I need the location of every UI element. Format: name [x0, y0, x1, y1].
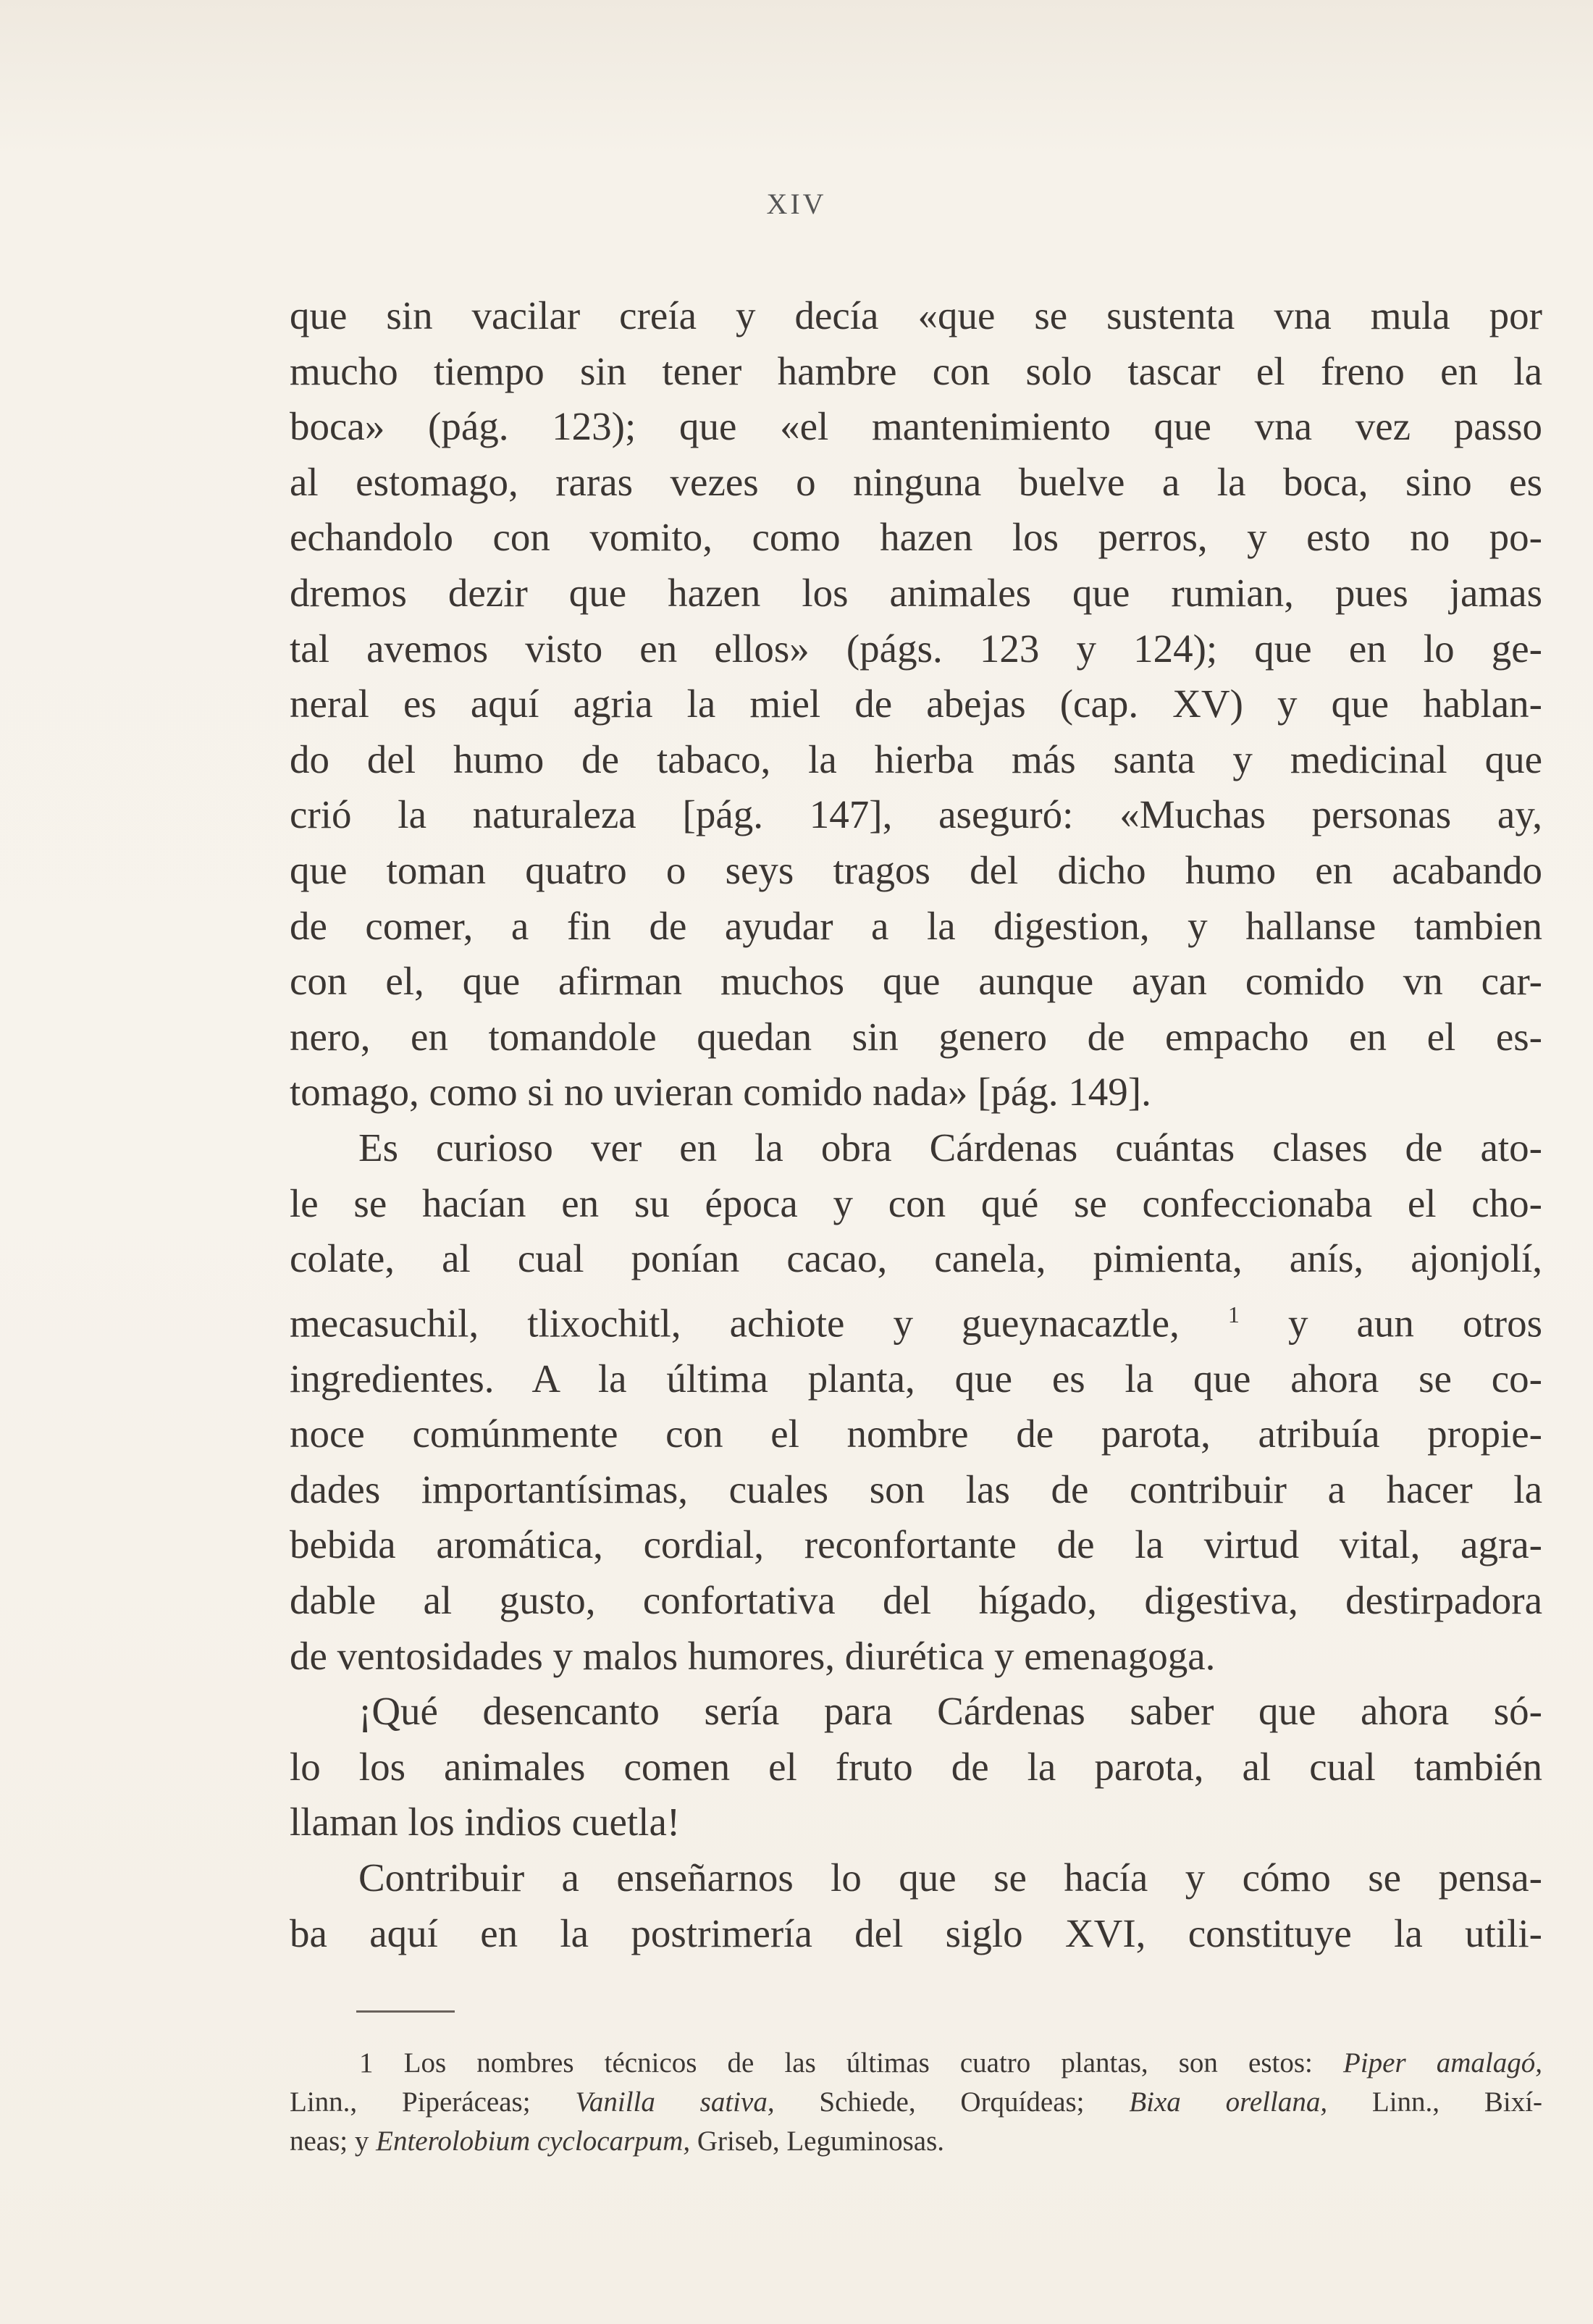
text-line: Contribuir a enseñarnos lo que se hacía y cómo se pensa- — [358, 1855, 1542, 1900]
page-number: XIV — [766, 188, 827, 220]
footnote-text: Griseb, Leguminosas. — [697, 2126, 945, 2157]
footnote-text: Los nombres técnicos de las últimas cuatro plantas, son estos: — [403, 2047, 1313, 2078]
text-line: ¡Qué desencanto sería para Cárdenas saber que ahora só- — [358, 1689, 1542, 1734]
footnote-text: Linn., Bixí- — [1371, 2086, 1543, 2118]
text-line: ingredientes. A la última planta, que es la que ahora se co- — [290, 1356, 1542, 1401]
text-line: llaman los indios cuetla! — [290, 1800, 681, 1845]
footnote-text: Linn., Piperáceas; — [290, 2086, 531, 2118]
footnote-species: Vanilla sativa, — [575, 2086, 775, 2118]
text-line-with-footnote — [290, 1287, 1542, 1351]
text-line: dable al gusto, confortativa del hígado, digestiva, destirpadora — [290, 1577, 1542, 1622]
footnote-line — [290, 2044, 1542, 2083]
text-fragment: mecasuchil, tlixochitl, achiote y gueynacaztle, — [290, 1301, 1180, 1346]
text-line: nero, en tomandole quedan sin genero de empacho en el es- — [290, 1014, 1542, 1059]
text-line: dremos dezir que hazen los animales que rumian, pues jamas — [290, 570, 1542, 615]
text-line: tomago, como si no uvieran comido nada» [pág. 149]. — [290, 1070, 1151, 1115]
footnote-number: 1 — [359, 2047, 374, 2078]
footnote — [290, 2044, 1542, 2161]
footnote-reference: 1 — [1227, 1301, 1240, 1327]
text-line: crió la naturaleza [pág. 147], aseguró: «Muchas personas ay, — [290, 792, 1542, 837]
text-line: noce comúnmente con el nombre de parota, atribuía propie- — [290, 1411, 1542, 1456]
text-fragment: y aun otros — [1287, 1301, 1542, 1346]
body-text — [290, 288, 1542, 1961]
text-line: bebida aromática, cordial, reconfortante de la virtud vital, agra- — [290, 1522, 1542, 1567]
footnote-species: Piper amalagó, — [1343, 2047, 1543, 2078]
text-line: neral es aquí agria la miel de abejas (cap. XV) y que hablan- — [290, 681, 1542, 726]
footnote-text: neas; y — [290, 2126, 369, 2157]
footnote-species: Enterolobium cyclocarpum, — [376, 2126, 691, 2157]
text-line: de comer, a fin de ayudar a la digestion, y hallanse tambien — [290, 903, 1542, 948]
text-line: Es curioso ver en la obra Cárdenas cuántas clases de ato- — [358, 1125, 1542, 1170]
text-line: colate, al cual ponían cacao, canela, pimienta, anís, ajonjolí, — [290, 1236, 1542, 1281]
text-line: tal avemos visto en ellos» (págs. 123 y 124); que en lo ge- — [290, 626, 1542, 671]
text-line: al estomago, raras vezes o ninguna buelve a la boca, sino es — [290, 459, 1542, 504]
text-line: de ventosidades y malos humores, diurética y emenagoga. — [290, 1633, 1216, 1678]
text-line: echandolo con vomito, como hazen los perros, y esto no po- — [290, 515, 1542, 560]
footnote-line — [290, 2122, 1542, 2161]
footnote-line — [290, 2083, 1542, 2122]
footnote-species: Bixa orellana, — [1129, 2086, 1328, 2118]
text-line: le se hacían en su época y con qué se confeccionaba el cho- — [290, 1180, 1542, 1225]
text-line: que sin vacilar creía y decía «que se sustenta vna mula por — [290, 293, 1542, 337]
text-line: con el, que afirman muchos que aunque ayan comido vn car- — [290, 959, 1542, 1004]
text-line: lo los animales comen el fruto de la parota, al cual también — [290, 1744, 1542, 1789]
footnote-divider — [356, 2010, 455, 2013]
text-line: que toman quatro o seys tragos del dicho humo en acabando — [290, 847, 1542, 892]
text-line: boca» (pág. 123); que «el mantenimiento que vna vez passo — [290, 404, 1542, 449]
text-line: dades importantísimas, cuales son las de contribuir a hacer la — [290, 1467, 1542, 1511]
footnote-text: Schiede, Orquídeas; — [819, 2086, 1085, 2118]
text-line: do del humo de tabaco, la hierba más santa y medicinal que — [290, 737, 1542, 781]
text-line: ba aquí en la postrimería del siglo XVI, constituye la utili- — [290, 1910, 1542, 1955]
text-line: mucho tiempo sin tener hambre con solo tascar el freno en la — [290, 348, 1542, 393]
